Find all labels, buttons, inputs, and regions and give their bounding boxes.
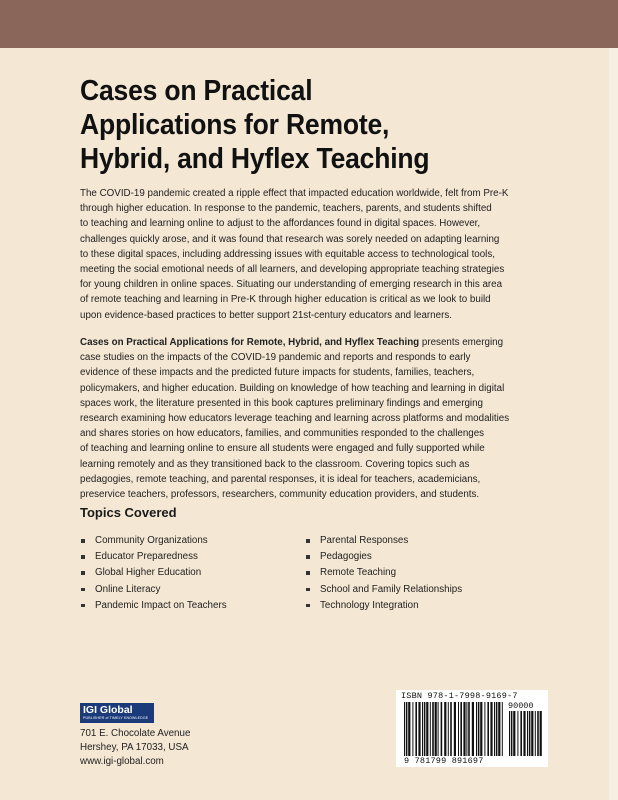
text-fragment: presents emerging <box>419 337 504 348</box>
topic-item: Pandemic Impact on Teachers <box>80 598 227 614</box>
book-title-inline: Cases on Practical Applications for Remote, Hybrid, and Hyflex Teaching <box>80 337 420 348</box>
title-line: Hybrid, and Hyflex Teaching <box>80 143 430 175</box>
text-line: for young children in online spaces. Situating our understanding of emerging research in this area <box>80 279 503 291</box>
text-line: preservice teachers, professors, researchers, community education providers, and students. <box>80 489 480 501</box>
topic-item: Community Organizations <box>80 533 227 549</box>
address-line: 701 E. Chocolate Avenue <box>80 728 191 739</box>
text-line: through higher education. In response to the pandemic, teachers, parents, and students shifted <box>80 203 492 215</box>
text-line: learning remotely and as they transitioned back to the classroom. Covering topics such as <box>80 458 470 470</box>
topics-list-left <box>80 533 227 614</box>
website-link[interactable]: www.igi-global.com <box>80 756 164 767</box>
topic-item: Educator Preparedness <box>80 549 227 565</box>
logo-tagline: PUBLISHER of TIMELY KNOWLEDGE <box>83 716 149 720</box>
text-line: of remote teaching and learning in Pre-K through higher education is critical as we look to build <box>80 294 491 306</box>
isbn-label: ISBN 978-1-7998-9169-7 <box>401 691 518 701</box>
logo-text: IGI Global <box>83 704 133 716</box>
description-paragraph <box>80 335 540 502</box>
text-line: meeting the social emotional needs of all learners, and developing appropriate teaching strategies <box>80 264 505 276</box>
publisher-address <box>80 727 190 769</box>
text-line: research examining how educators leverage teaching and learning across platforms and modalities <box>80 413 510 425</box>
price-addon-label: 90000 <box>508 701 534 711</box>
text-line: upon evidence-based practices to better support 21st-century educators and learners. <box>80 309 452 321</box>
book-title <box>80 74 526 176</box>
top-color-band <box>0 0 618 48</box>
title-line: Applications for Remote, <box>80 109 390 141</box>
address-line: Hershey, PA 17033, USA <box>80 742 189 753</box>
title-line: Cases on Practical <box>80 75 313 107</box>
text-line: of teaching and learning online to ensure all students were engaged and fully supported while <box>80 443 485 455</box>
text-line <box>80 335 540 350</box>
ean-label: 9 781799 891697 <box>404 756 484 766</box>
topic-item: Parental Responses <box>305 533 462 549</box>
text-line: pedagogies, remote teaching, and parental responses, it is ideal for teachers, academicians, <box>80 473 481 485</box>
text-line: case studies on the impacts of the COVID-19 pandemic and reports and responds to early <box>80 352 471 364</box>
spine-edge-strip <box>609 48 618 800</box>
topic-item: Pedagogies <box>305 549 462 565</box>
text-line: and shares stories on how educators, families, and communities responded to the challenges <box>80 428 485 440</box>
topic-item: School and Family Relationships <box>305 582 462 598</box>
text-line: to teaching and learning online to adjust to the affordances found in digital spaces. However, <box>80 218 481 230</box>
topic-item: Global Higher Education <box>80 565 227 581</box>
topic-item: Online Literacy <box>80 582 227 598</box>
text-line: challenges quickly arose, and it was found that research was sorely needed on adapting learning <box>80 233 500 245</box>
topics-list-right <box>305 533 462 614</box>
topic-item: Remote Teaching <box>305 565 462 581</box>
barcode-panel <box>396 690 548 767</box>
topics-heading: Topics Covered <box>80 505 177 520</box>
topic-item: Technology Integration <box>305 598 462 614</box>
text-line: The COVID-19 pandemic created a ripple effect that impacted education worldwide, felt from Pre-K <box>80 188 509 199</box>
text-line: policymakers, and higher education. Building on knowledge of how teaching and learning in digital <box>80 382 505 394</box>
intro-paragraph <box>80 186 540 323</box>
text-line: evidence of these impacts and the predicted future impacts for students, families, teachers, <box>80 367 475 379</box>
publisher-logo <box>80 703 154 723</box>
text-line: spaces work, the literature presented in this book captures preliminary findings and emerging <box>80 397 483 409</box>
text-line: to these digital spaces, including addressing issues with equitable access to technological tools, <box>80 248 495 260</box>
